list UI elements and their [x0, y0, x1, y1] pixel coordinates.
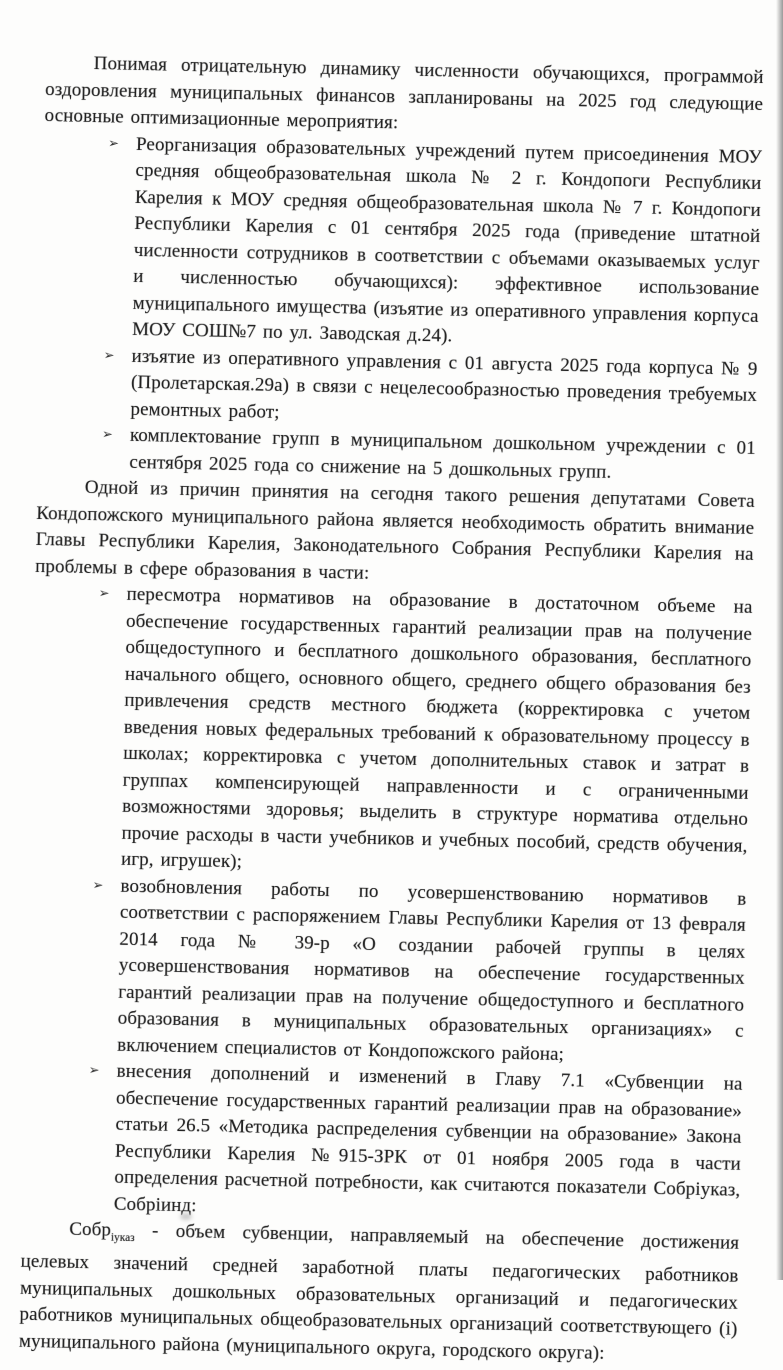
arrow-bullet-icon: ➢: [107, 135, 120, 152]
list-item-text: комплектование групп в муниципальном дошкольном учреждении с 01 сентября 2025 года со снижение на 5 дошкольных групп.: [129, 424, 757, 483]
arrow-bullet-icon: ➢: [101, 427, 114, 443]
arrow-bullet-icon: ➢: [88, 1063, 100, 1079]
problems-list: [22, 580, 753, 1231]
arrow-bullet-icon: ➢: [92, 877, 104, 893]
list-item-withdrawal: [103, 343, 758, 436]
definition-text: - объем субвенции, направляемый на обеспечение достижения целевых значений средней заработной платы педагогических работников муниципальных дошкольных образовательных организаций и педагогических работников муниципальных общеобразовательных организаций соответствующего (i) муниципального района (муниципального округа, городского округа):: [18, 1220, 740, 1364]
document-page: [19, 50, 764, 1370]
list-item-text: возобновления работы по усовершенствованию нормативов в соответствии с распоряжением Главы Республики Карелия от 13 февраля 2014 года № 39-р «О создании рабочей группы в целях усовершенствования нормативов на обеспечение государственных гарантий реализации прав на получение общедоступного и бесплатного образования в муниципальных образовательных организациях» с включением специалистов от Кондопожского района;: [116, 875, 747, 1065]
paragraph-intro: Понимая отрицательную динамику численности обучающихся, программой оздоровления муниципальных финансов запланированы на 2025 год следующие основные оптимизационные мероприятия:: [44, 53, 764, 134]
scan-edge-shadow: [776, 0, 783, 1280]
paragraph-subvention-definition: [19, 1216, 740, 1370]
list-item-text: пересмотра нормативов на образование в достаточном объеме на обеспечение государственных гарантий реализации прав на получение общедоступного и бесплатного дошкольного образования, бесплатного начального общего, основного общего, среднего общего образования без привлечения средств местного бюджета (корректировка с учетом введения новых федеральных требований к образовательному процессу в школах; корректировка с учетом дополнительных ставок и затрат в группах компенсирующей направленности и с ограниченными возможностями здоровья; выделить в структуре норматива отдельно прочие расходы в части учебников и учебных пособий, средств обучения, игр, игрушек);: [120, 583, 753, 873]
arrow-bullet-icon: ➢: [103, 347, 115, 364]
list-item-reorganization: [107, 131, 763, 356]
arrow-bullet-icon: ➢: [98, 586, 110, 602]
list-item-workgroup: [92, 873, 747, 1072]
list-item-text: изъятие из оперативного управления с 01 августа 2025 года корпуса № 9 (Пролетарская.29а) в связи с нецелесообразностью проведения требуемых ремонтных работ;: [130, 345, 758, 423]
list-item-amendments: [88, 1059, 743, 1231]
subscript-index: iуказ: [110, 1231, 135, 1244]
list-item-text: Реорганизация образовательных учреждений путем присоединения МОУ средняя общеобразовательная школа № 2 г. Кондопоги Республики Карелия к МОУ средняя общеобразовательная школа № 7 г. Кондопоги Республики Карелия с 01 сентября 2025 года (приведение штатной численности сотрудников в соответствии с объемами оказываемых услуг и численностью обучающихся): эффективное использование муниципального имущества (изъятие из оперативного управления корпуса МОУ СОШ№7 по ул. Заводская д.24).: [131, 133, 763, 347]
optimization-list: [37, 129, 762, 488]
formula-prefix: Собр: [69, 1218, 112, 1241]
list-item-text: внесения дополнений и изменений в Главу 7.1 «Субвенции на обеспечение государственных гарантий реализации прав на образование» статьи 26.5 «Методика распределения субвенции на образование» Закона Республики Карелия №915-ЗРК от 01 ноября 2005 года в части определения расчетной потребности, как считаются показатели Собрiуказ, Собрiинд:: [113, 1060, 743, 1216]
scan-smudge: [180, 1213, 192, 1220]
list-item-norm-revision: [98, 582, 753, 887]
paragraph-reasons: Одной из причин принятия на сегодня такого решения депутатами Совета Кондопожского муниципального района является необходимость обратить внимание Главы Республики Карелия, Законодательного Собрания Республики Карелия на проблемы в сфере образования в части:: [34, 476, 755, 584]
